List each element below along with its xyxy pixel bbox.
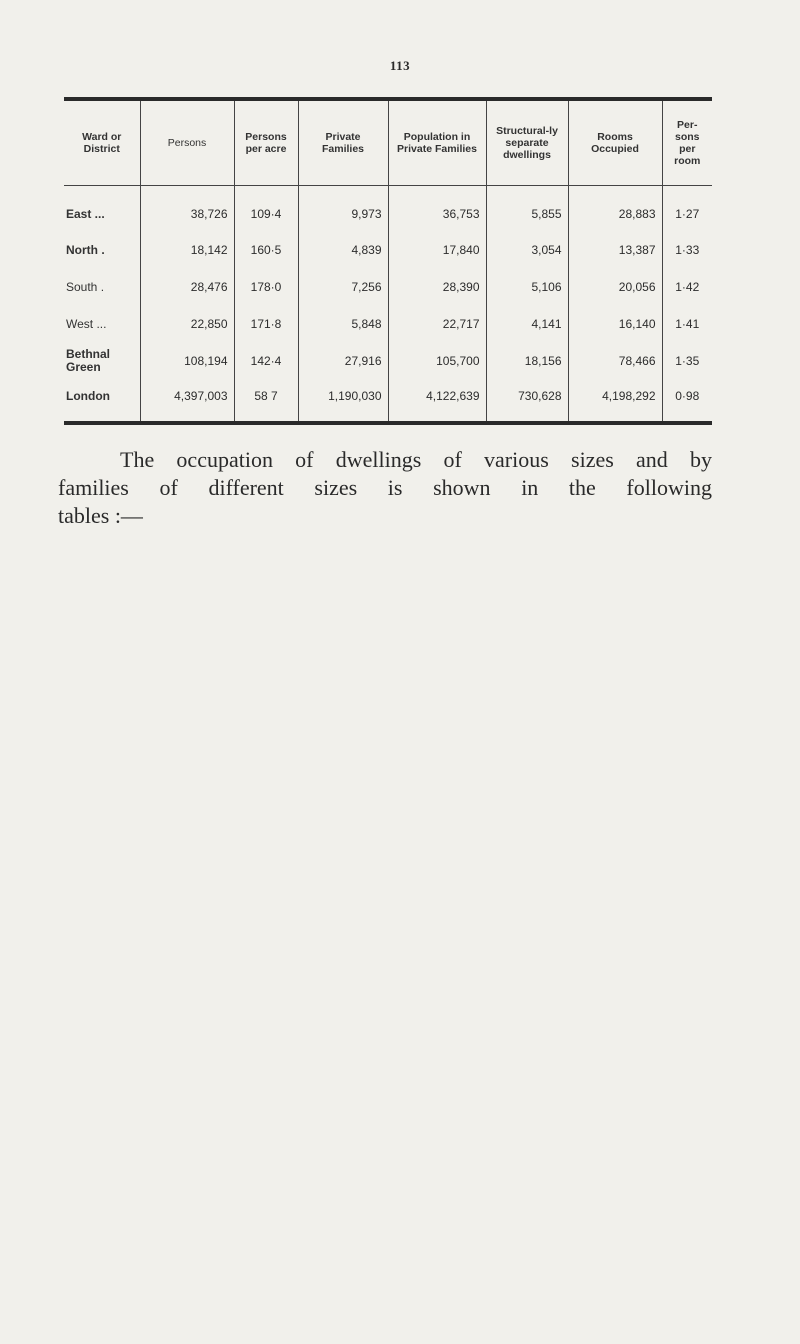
row-label: Bethnal Green (66, 346, 111, 374)
cell-persons: 38,726 (140, 186, 234, 232)
column-header-persons-per-room: Per-sons per room (662, 101, 712, 186)
cell-separate-dwellings: 18,156 (486, 342, 568, 379)
cell-persons-per-room: 1·33 (662, 231, 712, 268)
column-header-ward: Ward or District (64, 101, 140, 186)
cell-rooms-occupied: 20,056 (568, 268, 662, 305)
cell-rooms-occupied: 4,198,292 (568, 379, 662, 421)
cell-private-families: 1,190,030 (298, 379, 388, 421)
page-number: 113 (389, 58, 411, 73)
cell-persons-per-acre: 178·0 (234, 268, 298, 305)
table-row (64, 268, 712, 305)
cell-persons: 28,476 (140, 268, 234, 305)
row-label: London (66, 388, 110, 403)
row-label: South . (66, 279, 105, 294)
cell-separate-dwellings: 730,628 (486, 379, 568, 421)
table-row (64, 342, 712, 379)
cell-persons-per-room: 1·41 (662, 305, 712, 342)
cell-persons: 22,850 (140, 305, 234, 342)
cell-persons-per-acre: 58 7 (234, 379, 298, 421)
cell-persons-per-acre: 160·5 (234, 231, 298, 268)
cell-private-families: 4,839 (298, 231, 388, 268)
cell-persons-per-acre: 142·4 (234, 342, 298, 379)
paragraph-line: The occupation of dwellings of various sizes and by (120, 447, 712, 472)
cell-population-private-families: 17,840 (388, 231, 486, 268)
cell-separate-dwellings: 4,141 (486, 305, 568, 342)
cell-persons-per-acre: 109·4 (234, 186, 298, 232)
cell-private-families: 9,973 (298, 186, 388, 232)
cell-separate-dwellings: 3,054 (486, 231, 568, 268)
cell-population-private-families: 105,700 (388, 342, 486, 379)
cell-persons: 108,194 (140, 342, 234, 379)
column-header-persons-per-acre: Persons per acre (234, 101, 298, 186)
cell-private-families: 27,916 (298, 342, 388, 379)
body-paragraph (58, 446, 712, 530)
table-row (64, 305, 712, 342)
cell-population-private-families: 28,390 (388, 268, 486, 305)
cell-rooms-occupied: 13,387 (568, 231, 662, 268)
cell-separate-dwellings: 5,106 (486, 268, 568, 305)
cell-population-private-families: 36,753 (388, 186, 486, 232)
housing-table (64, 97, 712, 425)
housing-data-table (64, 101, 712, 421)
cell-private-families: 5,848 (298, 305, 388, 342)
table-row (64, 186, 712, 232)
cell-rooms-occupied: 78,466 (568, 342, 662, 379)
row-label: West ... (66, 316, 107, 331)
cell-private-families: 7,256 (298, 268, 388, 305)
cell-persons: 4,397,003 (140, 379, 234, 421)
row-label: East ... (66, 206, 105, 221)
cell-population-private-families: 4,122,639 (388, 379, 486, 421)
paragraph-line: tables :— (58, 503, 143, 528)
column-header-rooms-occupied: Rooms Occupied (568, 101, 662, 186)
cell-persons-per-room: 1·42 (662, 268, 712, 305)
column-header-population-private-families: Population in Private Families (388, 101, 486, 186)
cell-persons-per-acre: 171·8 (234, 305, 298, 342)
cell-persons-per-room: 0·98 (662, 379, 712, 421)
cell-persons-per-room: 1·27 (662, 186, 712, 232)
table-row (64, 379, 712, 421)
column-header-separate-dwellings: Structural-ly separate dwellings (486, 101, 568, 186)
cell-persons-per-room: 1·35 (662, 342, 712, 379)
table-bottom-rule (64, 421, 712, 425)
table-row (64, 231, 712, 268)
column-header-persons: Persons (140, 101, 234, 186)
cell-population-private-families: 22,717 (388, 305, 486, 342)
cell-rooms-occupied: 16,140 (568, 305, 662, 342)
cell-separate-dwellings: 5,855 (486, 186, 568, 232)
row-label: North . (66, 242, 105, 257)
column-header-private-families: Private Families (298, 101, 388, 186)
cell-rooms-occupied: 28,883 (568, 186, 662, 232)
cell-persons: 18,142 (140, 231, 234, 268)
table-header-row (64, 101, 712, 186)
paragraph-line: families of different sizes is shown in the following (58, 475, 712, 500)
